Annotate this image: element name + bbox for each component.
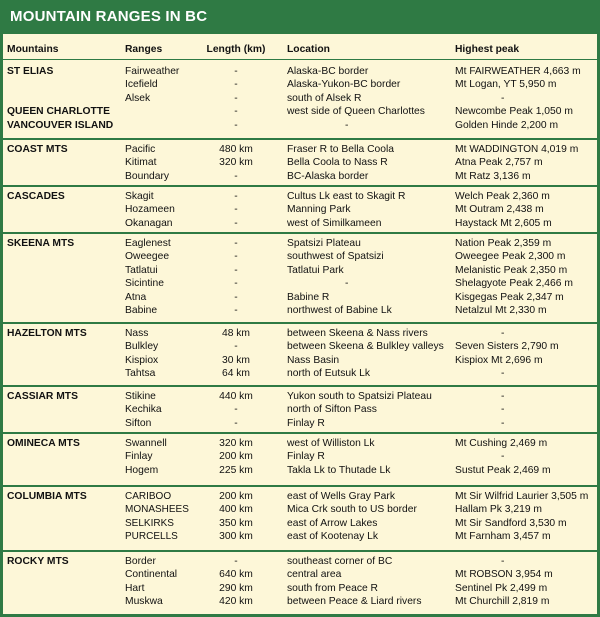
highest-peak xyxy=(455,118,558,133)
range-location: Finlay R xyxy=(287,417,325,429)
range-length: - xyxy=(234,66,238,77)
range-name: Hart xyxy=(125,582,145,594)
range-name: Pacific xyxy=(125,144,156,155)
peak-name: Newcombe Peak 1,050 m xyxy=(455,106,573,118)
mountain-group-name: COLUMBIA MTS xyxy=(7,491,87,502)
range-length: 480 km xyxy=(219,144,253,155)
range-length: 320 km xyxy=(219,157,253,169)
range-location: southeast corner of BC xyxy=(287,556,393,567)
range-name: SELKIRKS xyxy=(125,517,174,529)
header-divider xyxy=(3,59,597,60)
range-name: Tahtsa xyxy=(125,368,156,380)
peak-name: Hallam Pk 3,219 m xyxy=(455,504,542,516)
range-name: Eaglenest xyxy=(125,238,171,249)
mountain-group-name: QUEEN CHARLOTTE xyxy=(7,106,110,118)
peak-name: Shelagyote Peak 2,466 m xyxy=(455,278,573,290)
range-length: - xyxy=(234,191,238,202)
range-location: central area xyxy=(287,569,342,581)
peak-elevation: 3,954 m xyxy=(512,569,553,581)
mountain-group-name: SKEENA MTS xyxy=(7,238,75,249)
highest-peak xyxy=(501,366,504,381)
range-location: south of Alsek R xyxy=(287,92,362,104)
range-name: Icefield xyxy=(125,79,158,91)
range-name: Atna xyxy=(125,291,147,303)
peak-name: - xyxy=(501,391,505,402)
mountain-group-name: ROCKY MTS xyxy=(7,556,69,567)
range-location: Takla Lk to Thutade Lk xyxy=(287,464,391,476)
peak-name: Sentinel Pk 2,499 m xyxy=(455,582,548,594)
range-location: Finlay R xyxy=(287,451,325,463)
range-name: Muskwa xyxy=(125,596,163,608)
range-length: - xyxy=(234,404,238,416)
range-length: 48 km xyxy=(221,328,251,339)
range-length: - xyxy=(234,204,238,216)
range-length: 420 km xyxy=(219,596,253,608)
header-row xyxy=(3,42,597,57)
range-length: - xyxy=(234,341,238,353)
range-length: - xyxy=(234,305,238,316)
mountain-group-name: VANCOUVER ISLAND xyxy=(7,119,114,131)
mountain-group-name: CASCADES xyxy=(7,191,65,202)
range-length: 64 km xyxy=(221,368,251,380)
mountain-group-name: OMINECA MTS xyxy=(7,438,80,449)
range-length: - xyxy=(234,79,238,91)
range-name: Sifton xyxy=(125,417,152,429)
range-name: Tatlatui xyxy=(125,264,158,276)
peak-name: Mt Farnham 3,457 m xyxy=(455,531,551,543)
peak-name: Kisgegas Peak 2,347 m xyxy=(455,291,564,303)
range-name: MONASHEES xyxy=(125,504,189,516)
range-length: 300 km xyxy=(219,531,253,543)
range-name: Border xyxy=(125,556,156,567)
range-length: - xyxy=(234,92,238,104)
header-location: Location xyxy=(287,44,330,55)
range-length: - xyxy=(234,264,238,276)
table-row xyxy=(3,416,597,431)
range-name: Hogem xyxy=(125,464,159,476)
peak-name: Mt Sir Sandford 3,530 m xyxy=(455,517,567,529)
peak-name: Netalzul Mt 2,330 m xyxy=(455,305,547,316)
range-location: Alaska-BC border xyxy=(287,66,369,77)
range-location: Manning Park xyxy=(287,204,351,216)
peak-name: Welch Peak 2,360 m xyxy=(455,191,550,202)
range-length: - xyxy=(234,106,238,118)
table-panel xyxy=(3,34,597,614)
peak-name: - xyxy=(501,328,505,339)
range-name: Finlay xyxy=(125,451,153,463)
range-location: between Skeena & Nass rivers xyxy=(287,328,428,339)
peak-name: Atna Peak 2,757 m xyxy=(455,157,543,169)
peak-name: - xyxy=(501,92,505,104)
range-location: - xyxy=(345,278,349,290)
range-name: Kispiox xyxy=(125,354,159,366)
range-location: Babine R xyxy=(287,291,330,303)
range-length: - xyxy=(234,291,238,303)
range-location: between Peace & Liard rivers xyxy=(287,596,422,608)
range-location: south from Peace R xyxy=(287,582,378,594)
range-name: Alsek xyxy=(125,92,151,104)
range-length: - xyxy=(234,238,238,249)
table-row xyxy=(3,366,597,381)
group-divider xyxy=(3,432,597,434)
peak-name: - xyxy=(501,417,505,429)
range-name: PURCELLS xyxy=(125,531,178,543)
peak-name: Kispiox Mt 2,696 m xyxy=(455,354,543,366)
range-location: north of Sifton Pass xyxy=(287,404,377,416)
range-name: Sicintine xyxy=(125,278,164,290)
peak-name: Mt Sir Wilfrid Laurier 3,505 m xyxy=(455,491,589,502)
peak-elevation: 4,663 m xyxy=(540,66,581,77)
range-location: Yukon south to Spatsizi Plateau xyxy=(287,391,432,402)
highest-peak xyxy=(501,416,504,431)
peak-name: Mt WADDINGTON xyxy=(455,144,539,155)
range-length: 200 km xyxy=(219,491,253,502)
range-location: - xyxy=(345,119,349,131)
peak-name: Haystack Mt 2,605 m xyxy=(455,217,552,229)
range-location: Cultus Lk east to Skagit R xyxy=(287,191,406,202)
header-highest-peak: Highest peak xyxy=(455,44,520,55)
range-name: Okanagan xyxy=(125,217,173,229)
range-length: 200 km xyxy=(219,451,253,463)
group-divider xyxy=(3,550,597,552)
range-location: east of Arrow Lakes xyxy=(287,517,378,529)
peak-name: Golden Hinde 2,200 m xyxy=(455,119,559,131)
peak-name: - xyxy=(501,368,505,380)
group-divider xyxy=(3,185,597,187)
range-name: Stikine xyxy=(125,391,156,402)
table-row xyxy=(3,118,597,133)
range-name: Continental xyxy=(125,569,178,581)
group-divider xyxy=(3,385,597,387)
range-length: - xyxy=(234,119,238,131)
range-length: 400 km xyxy=(219,504,253,516)
range-location: Tatlatui Park xyxy=(287,264,344,276)
peak-name: Mt ROBSON xyxy=(455,569,513,581)
range-name: Nass xyxy=(125,328,149,339)
range-location: Spatsizi Plateau xyxy=(287,238,361,249)
highest-peak xyxy=(455,216,552,231)
range-location: Bella Coola to Nass R xyxy=(287,157,388,169)
range-location: between Skeena & Bulkley valleys xyxy=(287,341,444,353)
group-divider xyxy=(3,485,597,487)
range-name: Skagit xyxy=(125,191,154,202)
range-location: east of Kootenay Lk xyxy=(287,531,379,543)
table-row xyxy=(3,216,597,231)
header-length: Length (km) xyxy=(206,44,266,55)
group-divider xyxy=(3,322,597,324)
peak-name: Mt Churchill 2,819 m xyxy=(455,596,550,608)
range-name: Kitimat xyxy=(125,157,157,169)
range-length: - xyxy=(234,170,238,182)
range-name: Bulkley xyxy=(125,341,159,353)
range-length: 350 km xyxy=(219,517,253,529)
range-length: 290 km xyxy=(219,582,253,594)
highest-peak xyxy=(455,303,547,318)
range-length: - xyxy=(234,556,238,567)
table-row xyxy=(3,169,597,184)
peak-name: Mt Cushing 2,469 m xyxy=(455,438,548,449)
highest-peak xyxy=(455,169,531,184)
range-name: Fairweather xyxy=(125,66,180,77)
header-mountains: Mountains xyxy=(7,44,59,55)
range-location: Fraser R to Bella Coola xyxy=(287,144,395,155)
range-length: 30 km xyxy=(221,354,251,366)
range-length: - xyxy=(234,417,238,429)
range-location: southwest of Spatsizi xyxy=(287,251,384,263)
range-location: Alaska-Yukon-BC border xyxy=(287,79,401,91)
group-divider xyxy=(3,232,597,234)
peak-name: Sustut Peak 2,469 m xyxy=(455,464,551,476)
range-name: Babine xyxy=(125,305,158,316)
peak-name: - xyxy=(501,404,505,416)
range-length: 440 km xyxy=(219,391,253,402)
range-name: Kechika xyxy=(125,404,162,416)
mountain-group-name: HAZELTON MTS xyxy=(7,328,87,339)
range-location: Mica Crk south to US border xyxy=(287,504,417,516)
range-location: northwest of Babine Lk xyxy=(287,305,392,316)
range-name: Hozameen xyxy=(125,204,175,216)
range-length: - xyxy=(234,278,238,290)
peak-name: Oweegee Peak 2,300 m xyxy=(455,251,566,263)
range-location: west of Williston Lk xyxy=(287,438,375,449)
peak-name: Melanistic Peak 2,350 m xyxy=(455,264,568,276)
range-length: - xyxy=(234,217,238,229)
table-row xyxy=(3,303,597,318)
peak-name: Nation Peak 2,359 m xyxy=(455,238,552,249)
range-name: Swannell xyxy=(125,438,167,449)
table-row xyxy=(3,529,597,544)
peak-name: Mt Logan, YT 5,950 m xyxy=(455,79,557,91)
peak-name: Mt Ratz 3,136 m xyxy=(455,170,531,182)
highest-peak xyxy=(455,594,549,609)
mountain-group-name: ST ELIAS xyxy=(7,66,54,77)
peak-name: Seven Sisters 2,790 m xyxy=(455,341,559,353)
peak-elevation: 4,019 m xyxy=(538,144,579,155)
range-location: BC-Alaska border xyxy=(287,170,369,182)
highest-peak xyxy=(455,529,551,544)
mountain-group-name: COAST MTS xyxy=(7,144,68,155)
table-row xyxy=(3,594,597,609)
range-length: 320 km xyxy=(219,438,253,449)
peak-name: Mt Outram 2,438 m xyxy=(455,204,544,216)
range-location: west of Similkameen xyxy=(287,217,382,229)
group-divider xyxy=(3,138,597,140)
range-location: Nass Basin xyxy=(287,354,340,366)
range-length: 225 km xyxy=(219,464,253,476)
mountain-group-name: CASSIAR MTS xyxy=(7,391,78,402)
range-location: east of Wells Gray Park xyxy=(287,491,395,502)
page-title: MOUNTAIN RANGES IN BC xyxy=(0,0,600,34)
peak-name: Mt FAIRWEATHER xyxy=(455,66,541,77)
range-length: - xyxy=(234,251,238,263)
range-name: CARIBOO xyxy=(125,491,172,502)
header-ranges: Ranges xyxy=(125,44,163,55)
range-location: north of Eutsuk Lk xyxy=(287,368,370,380)
peak-name: - xyxy=(501,451,505,463)
range-length: 640 km xyxy=(219,569,253,581)
highest-peak xyxy=(455,463,551,478)
range-location: west side of Queen Charlottes xyxy=(287,106,425,118)
peak-name: - xyxy=(501,556,505,567)
range-name: Boundary xyxy=(125,170,170,182)
range-name: Oweegee xyxy=(125,251,170,263)
table-row xyxy=(3,463,597,478)
